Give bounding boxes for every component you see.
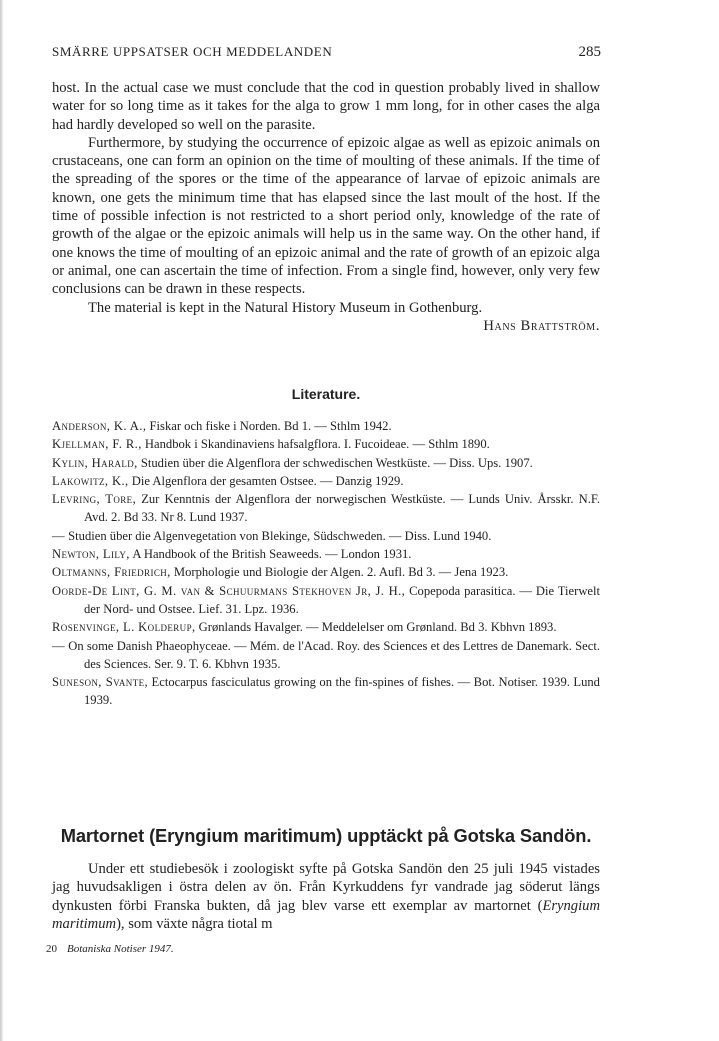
article-text-before: Under ett studiebesök i zoologiskt syfte på Gotska Sandön den 25 juli 1945 vistades jag huvudsakligen i östra delen av ön. Från Kyrkuddens fyr vandrade jag söderut längs dynkusten förbi Franska bukten, då jag blev varse ett exemplar av martornet ( [52,861,600,914]
reference-text: Morphologie und Biologie der Algen. 2. Aufl. Bd 3. — Jena 1923. [170,565,509,580]
running-title: SMÄRRE UPPSATSER OCH MEDDELANDEN [52,44,333,59]
literature-heading: Literature. [291,386,361,402]
reference-text: Ectocarpus fasciculatus growing on the fin-spines of fishes. — Bot. Notiser. 1939. Lund 1939. [84,675,600,708]
reference-author: Lakowitz, K., [52,473,129,488]
reference-text: Grønlands Havalger. — Meddelelser om Grønland. Bd 3. Kbhvn 1893. [195,620,557,635]
article-paragraph [52,860,600,934]
reference-item [52,673,600,710]
reference-item [52,454,600,472]
reference-text: Fiskar och fiske i Norden. Bd 1. — Sthlm 1942. [146,419,392,433]
body-text [52,79,600,335]
reference-author: Kjellman, F. R., [52,437,142,452]
reference-item [52,417,600,435]
reference-author: Kylin, Harald, [52,455,138,470]
paragraph-3: The material is kept in the Natural History Museum in Gothenburg. [88,299,483,316]
page-number: 285 [578,44,601,60]
footer-journal: Botaniska Notiser 1947. [67,943,174,955]
reference-author: Oorde-De Lint, G. M. van & Schuurmans Stekhoven Jr, J. H., [52,583,406,598]
reference-text: Handbok i Skandinaviens hafsalgflora. I. Fucoideae. — Sthlm 1890. [141,437,490,452]
article-text [52,860,600,934]
reference-text: Copepoda parasitica. — Die Tierwelt der Nord- und Ostsee. Lief. 31. Lpz. 1936. [84,583,600,616]
reference-author: Levring, Tore, [52,492,137,507]
reference-text: Studien über die Algenvegetation von Blekinge, Südschweden. — Diss. Lund 1940. [65,528,492,543]
reference-author: — [52,638,65,653]
reference-author: Newton, Lily, [52,547,130,562]
reference-item [52,618,600,636]
reference-item [52,637,600,674]
reference-author: Suneson, Svante, [52,675,149,690]
species-name: Eryngium maritimum [52,897,600,933]
reference-author: Oltmanns, Friedrich, [52,565,171,580]
reference-text: Zur Kenntnis der Algenflora der norwegischen Westküste. — Lunds Univ. Årsskr. N.F. Avd. 2. Bd 33. Nr 8. Lund 1937. [84,492,600,525]
reference-author: Rosenvinge, L. Kolderup, [52,620,196,635]
footer-number: 20 [46,943,57,955]
reference-item [52,545,600,563]
author-signature: Hans Brattström. [483,317,600,334]
running-header [52,44,601,61]
reference-item [52,490,600,527]
page-edge [0,0,3,1041]
reference-list [52,417,600,710]
reference-author: Anderson, K. A., [52,419,147,433]
reference-text: On some Danish Phaeophyceae. — Mém. de l'Acad. Roy. des Sciences et des Lettres de Danemark. Sect. des Sciences. Ser. 9. T. 6. Kbhvn 1935. [65,638,600,671]
reference-text: A Handbook of the British Seaweeds. — London 1931. [129,547,412,562]
article-title: Martornet (Eryngium maritimum) upptäckt på Gotska Sandön. [60,825,592,846]
reference-item [52,563,600,581]
reference-text: Die Algenflora der gesamten Ostsee. — Danzig 1929. [128,473,404,488]
reference-item [52,527,600,545]
paragraph-1: host. In the actual case we must conclude that the cod in question probably lived in shallow water for so long time as it takes for the alga to grow 1 mm long, for in other cases the alga had hardly developed so well on the parasite. [52,80,600,133]
reference-author: — [52,528,65,543]
reference-text: Studien über die Algenflora der schwedischen Westküste. — Diss. Ups. 1907. [137,455,533,470]
paragraph-2: Furthermore, by studying the occurrence of epizoic algae as well as epizoic animals on crustaceans, one can form an opinion on the time of moulting of these animals. If the time of the spreading of the spores or the time of the appearance of larvae of epizoic animals are known, one gets the minimum time that has elapsed since the last moult of the host. If the time of possible infection is not restricted to a short period only, knowledge of the rate of growth of the algae or the epizoic animals will help us in the same way. On the other hand, if one knows the time of moulting of an epizoic animal and the rate of growth of an epizoic alga or animal, one can ascertain the time of infection. From a single find, however, only very few conclusions can be drawn in these respects. [52,134,600,298]
page-footer [46,943,174,955]
reference-item [52,472,600,490]
article-text-after: ), som växte några tiotal m [116,916,273,933]
reference-item [52,435,600,453]
reference-item [52,582,600,619]
